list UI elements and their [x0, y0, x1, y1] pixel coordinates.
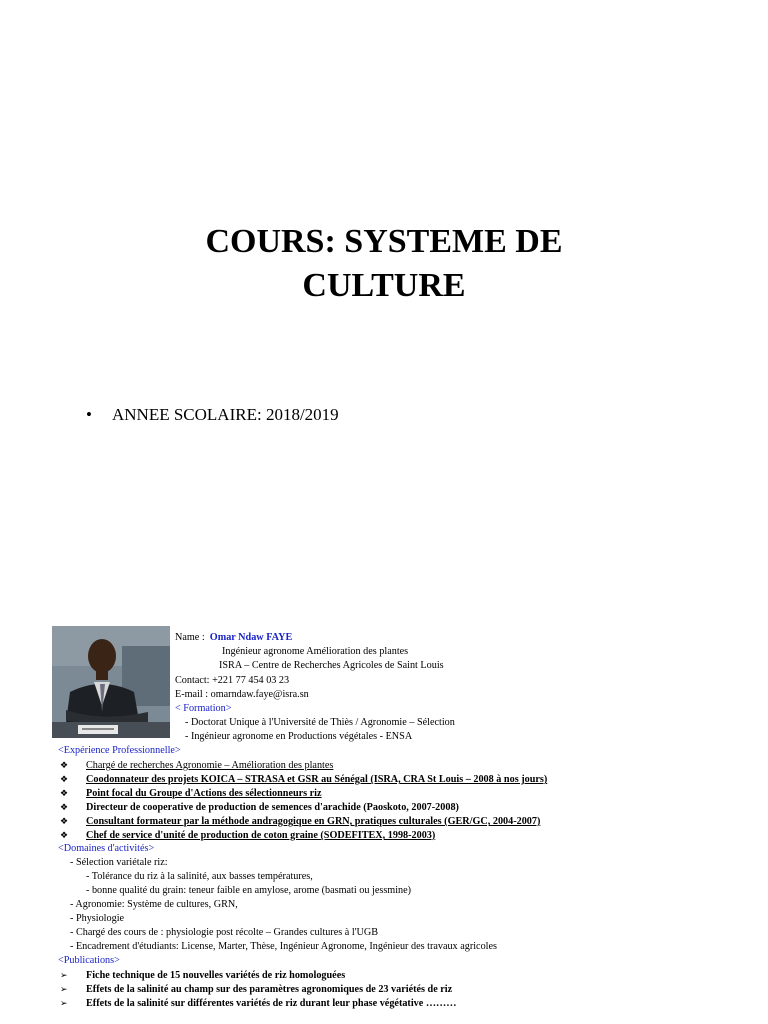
domaines-item: - Encadrement d'étudiants: License, Marter, Thèse, Ingénieur Agronome, Ingénieur des travaux agricoles — [70, 941, 497, 952]
diamond-bullet-icon: ❖ — [60, 774, 69, 784]
school-year-text: ANNEE SCOLAIRE: 2018/2019 — [112, 405, 339, 424]
cv-title-line-1: Ingénieur agronome Amélioration des plantes — [222, 646, 409, 657]
diamond-bullet-icon: ❖ — [60, 816, 69, 826]
domaines-item: - Sélection variétale riz: — [70, 857, 168, 868]
arrow-bullet-icon: ➢ — [60, 984, 68, 994]
arrow-bullet-icon: ➢ — [60, 998, 68, 1008]
cv-email: E-mail : omarndaw.faye@isra.sn — [175, 689, 309, 700]
experience-item: ❖ Chef de service d'unité de production de coton graine (SODEFITEX, 1998-2003) — [60, 830, 436, 841]
domaines-item: - Physiologie — [70, 913, 125, 924]
publication-item: ➢ Effets de la salinité sur différentes variétés de riz durant leur phase végétative ……… — [60, 998, 457, 1009]
name-value: Omar Ndaw FAYE — [209, 632, 293, 643]
publication-item: ➢ Fiche technique de 15 nouvelles variétés de riz homologuées — [60, 970, 346, 981]
bullet-icon: • — [86, 405, 92, 424]
diamond-bullet-icon: ❖ — [60, 830, 69, 840]
title-line-1: COURS: SYSTEME DE — [205, 223, 563, 260]
experience-item: ❖ Point focal du Groupe d'Actions des sélectionneurs riz — [60, 788, 322, 799]
diamond-bullet-icon: ❖ — [60, 760, 69, 770]
diamond-bullet-icon: ❖ — [60, 788, 69, 798]
title-line-2: CULTURE — [302, 267, 466, 304]
domaines-item: - Tolérance du riz à la salinité, aux basses températures, — [86, 871, 313, 882]
name-label: Name : — [175, 632, 205, 643]
publication-item: ➢ Effets de la salinité au champ sur des paramètres agronomiques de 23 variétés de riz — [60, 984, 453, 995]
cv-contact: Contact: +221 77 454 03 23 — [175, 675, 290, 686]
experience-header: <Expérience Professionnelle> — [58, 745, 181, 756]
experience-item: ❖ Consultant formateur par la méthode andragogique en GRN, pratiques culturales (GER/GC, 2004-2007) — [60, 816, 541, 827]
formation-item: - Doctorat Unique à l'Université de Thiès / Agronomie – Sélection — [185, 717, 455, 728]
formation-item: - Ingénieur agronome en Productions végétales - ENSA — [185, 731, 413, 742]
diamond-bullet-icon: ❖ — [60, 802, 69, 812]
profile-photo — [52, 626, 170, 738]
cv-name-row — [175, 631, 292, 645]
domaines-header: <Domaines d'activités> — [58, 843, 155, 854]
document-title — [0, 220, 768, 308]
domaines-item: - Agronomie: Système de cultures, GRN, — [70, 899, 238, 910]
domaines-item: - Chargé des cours de : physiologie post récolte – Grandes cultures à l'UGB — [70, 927, 379, 938]
arrow-bullet-icon: ➢ — [60, 970, 68, 980]
experience-item: ❖ Coodonnateur des projets KOICA – STRASA et GSR au Sénégal (ISRA, CRA St Louis – 2008 à nos jours) — [60, 774, 548, 785]
publications-header: <Publications> — [58, 955, 120, 966]
experience-item: ❖ Directeur de cooperative de production de semences d'arachide (Paoskoto, 2007-2008) — [60, 802, 459, 813]
formation-header: < Formation> — [175, 703, 232, 714]
cv-title-line-2: ISRA – Centre de Recherches Agricoles de Saint Louis — [219, 660, 444, 671]
domaines-item: - bonne qualité du grain: teneur faible en amylose, arome (basmati ou jessmine) — [86, 885, 412, 896]
person-photo-icon — [52, 626, 170, 738]
school-year-bullet — [86, 405, 339, 425]
experience-item: ❖ Chargé de recherches Agronomie – Amélioration des plantes — [60, 760, 334, 771]
